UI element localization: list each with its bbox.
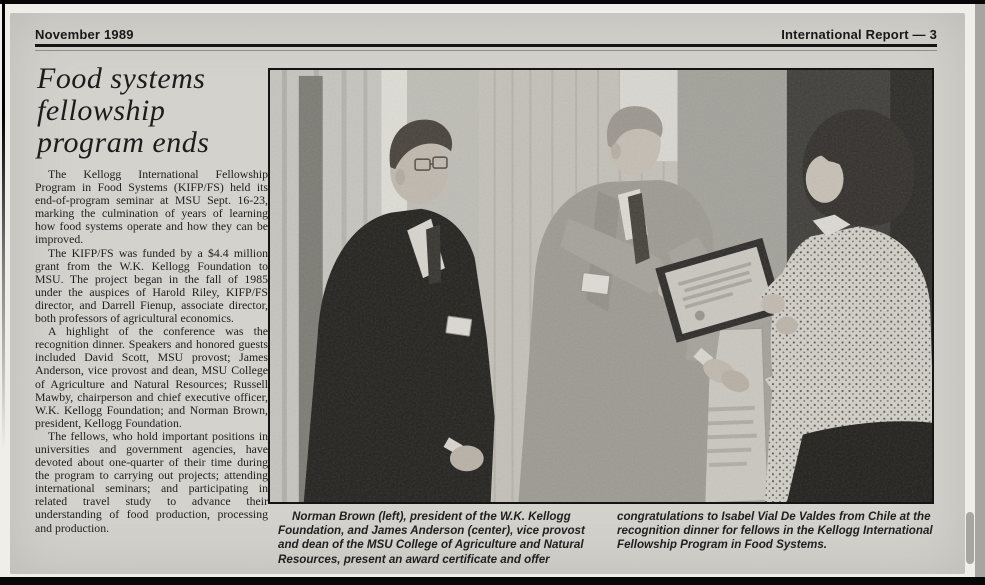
body-paragraph-2: The KIFP/FS was funded by a $4.4 million grant from the W.K. Kellogg Foundation to MSU. The project began in the fall of 1985 under the auspices of Harold Riley, KIFP/FS director, and Darrell Fienup, associate director, both professors of agricultural economics. (35, 245, 268, 326)
photo-caption-right: congratulations to Isabel Vial De Valdes from Chile at the recognition dinner for fellows in the Kellogg International Fellowship Program in Food Systems. (617, 510, 933, 552)
headline-line-1: Food systems (37, 62, 206, 95)
newspaper-page (10, 13, 965, 574)
headline-line-2: fellowship (37, 94, 166, 127)
article-body (35, 168, 268, 535)
article-photo (270, 70, 932, 502)
headline-line-3: program ends (37, 126, 210, 159)
scan-frame-bottom-bar (0, 577, 985, 585)
masthead-date: November 1989 (35, 27, 134, 42)
article-headline (37, 63, 277, 159)
scan-smudge (966, 512, 974, 564)
masthead-rule (35, 44, 937, 47)
article-photo-frame (268, 68, 934, 504)
scan-edge-shadow (975, 4, 985, 577)
body-paragraph-1: The Kellogg International Fellowship Program in Food Systems (KIFP/FS) held its end-of-program seminar at MSU Sept. 16-23, marking the culmination of years of learning how food systems operate and how they can be improved. (35, 167, 268, 247)
film-grain-overlay (270, 70, 932, 502)
masthead-rule-thin (35, 50, 937, 51)
masthead-page-title: International Report — 3 (781, 27, 937, 42)
body-paragraph-4: The fellows, who hold important positions in universities and government agencies, have devoted about one-quarter of their time during the program to carrying out projects; attending international seminars; and participating in related travel study to advance their understanding of food production, processing and production. (35, 428, 268, 535)
photo-caption-left: Norman Brown (left), president of the W.K. Kellogg Foundation, and James Anderson (center), vice provost and dean of the MSU College of Agriculture and Natural Resources, present an award certificate and offer (278, 510, 585, 566)
scan-edge-line (2, 0, 5, 450)
scan-frame-top-bar (0, 0, 985, 4)
body-paragraph-3: A highlight of the conference was the recognition dinner. Speakers and honored guests included David Scott, MSU provost; James Anderson, vice provost and dean, MSU College of Agriculture and Natural Resources; Russell Mawby, chairperson and chief executive officer, W.K. Kellogg Foundation; and Norman Brown, president, Kellogg Foundation. (35, 324, 268, 430)
